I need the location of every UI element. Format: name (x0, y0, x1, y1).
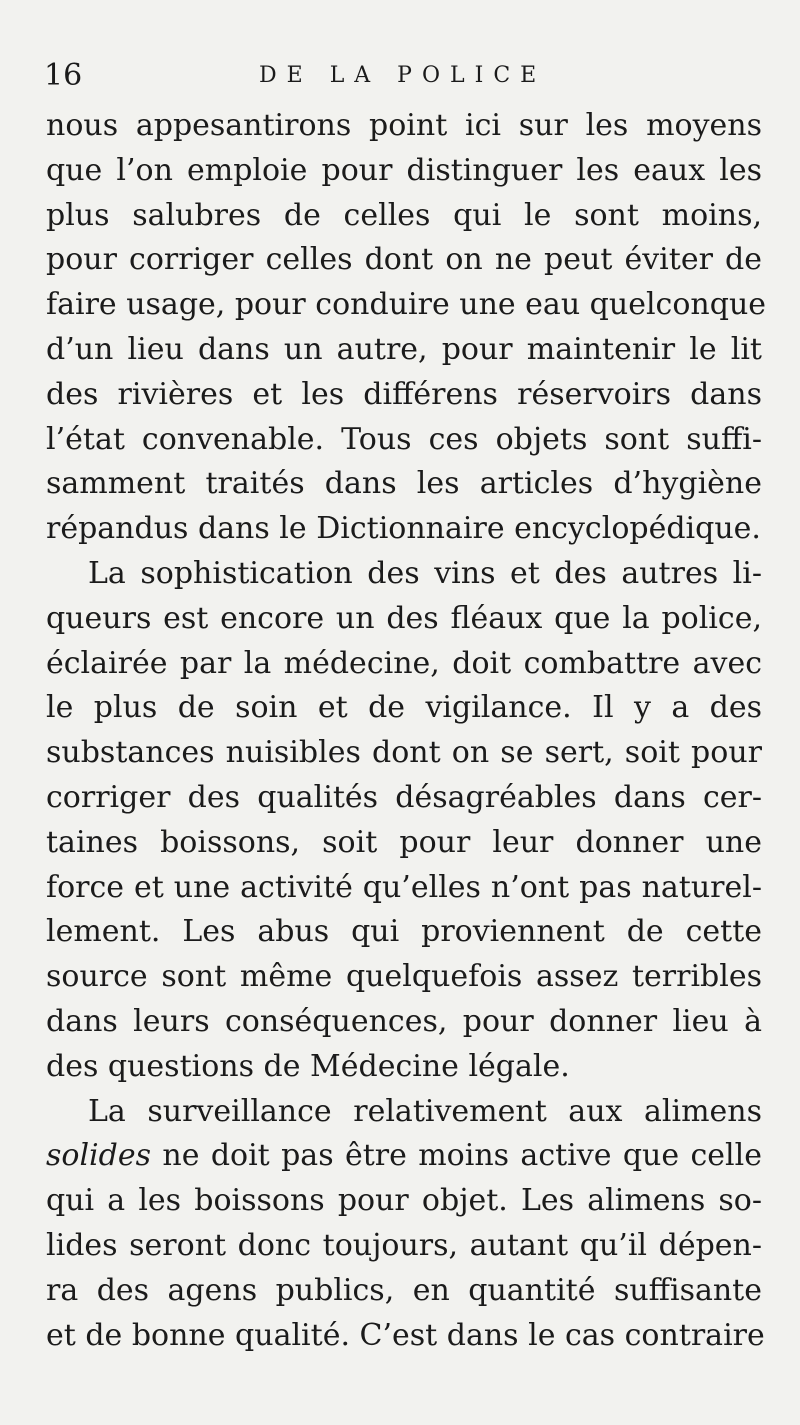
text-line: qui a les boissons pour objet. Les alimens so- (46, 1183, 762, 1219)
body-text (46, 104, 767, 1358)
text-line: lides seront donc toujours, autant qu’il dépen- (46, 1227, 762, 1263)
running-head: DE LA POLICE (259, 63, 547, 88)
text-line: force et une activité qu’elles n’ont pas naturel- (46, 869, 762, 905)
text-line: l’état convenable. Tous ces objets sont suffi- (46, 421, 762, 457)
text-line-with-italic (46, 1134, 762, 1179)
paragraph-first-line: La sophistication des vins et des autres li- (88, 555, 762, 591)
text-line: taines boissons, soit pour leur donner une (46, 824, 762, 860)
text-line: dans leurs conséquences, pour donner lieu à (46, 1003, 762, 1039)
text-line: ra des agens publics, en quantité suffisante (46, 1272, 762, 1308)
text-line: plus salubres de celles qui le sont moins, (46, 197, 762, 233)
text-line: éclairée par la médecine, doit combattre avec (46, 645, 762, 681)
text-line: lement. Les abus qui proviennent de cette (46, 914, 762, 950)
text-line: le plus de soin et de vigilance. Il y a des (46, 690, 762, 726)
text-line: des rivières et les différens réservoirs dans (46, 376, 762, 412)
italic-word: solides (46, 1138, 151, 1174)
text-line: samment traités dans les articles d’hygiène (46, 466, 762, 502)
page-header (44, 56, 554, 96)
page-number: 16 (44, 58, 83, 93)
text-line: queurs est encore un des fléaux que la police, (46, 600, 762, 636)
paragraph-first-line: La surveillance relativement aux alimens (88, 1093, 762, 1129)
text-line: nous appesantirons point ici sur les moyens (46, 108, 762, 143)
text-line: des questions de Médecine légale. (46, 1048, 570, 1084)
text-line: que l’on emploie pour distinguer les eaux les (46, 152, 762, 188)
text-line: d’un lieu dans un autre, pour maintenir le lit (46, 331, 762, 367)
text-line: faire usage, pour conduire une eau quelconque (46, 287, 767, 323)
text-line: corriger des qualités désagréables dans cer- (46, 779, 762, 815)
text-line: source sont même quelquefois assez terribles (46, 959, 762, 995)
text-line: pour corriger celles dont on ne peut éviter de (46, 242, 762, 278)
text-line: et de bonne qualité. C’est dans le cas contraire (46, 1317, 765, 1353)
text-line: substances nuisibles dont on se sert, soit pour (46, 735, 762, 771)
text-line-remainder: ne doit pas être moins active que celle (162, 1138, 762, 1174)
text-line: répandus dans le Dictionnaire encyclopédique. (46, 511, 761, 547)
